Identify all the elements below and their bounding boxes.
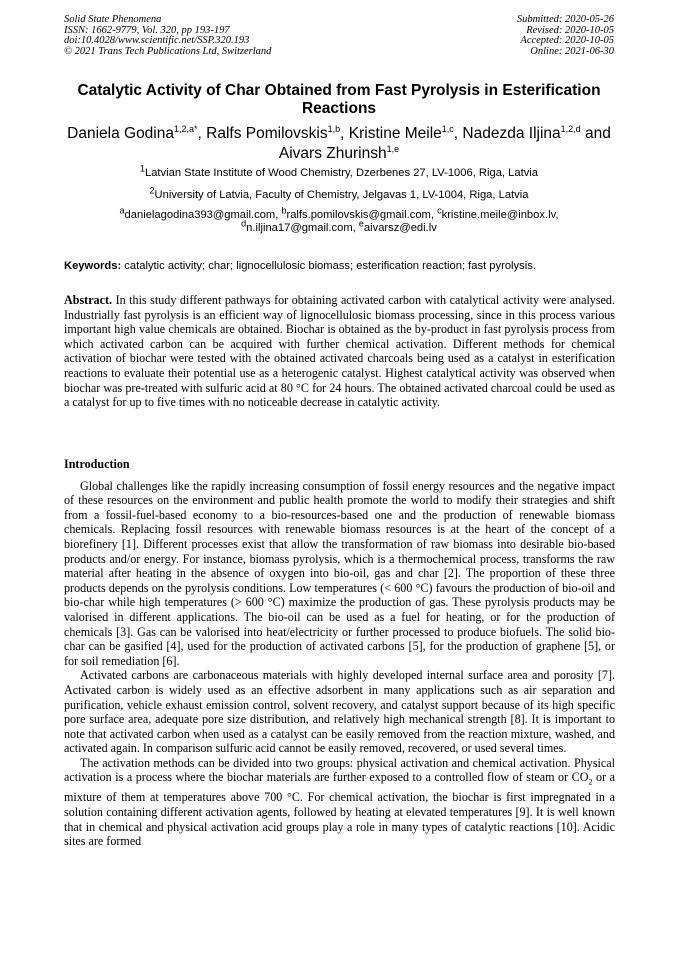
issn: ISSN: 1662-9779, Vol. 320, pp 193-197 (64, 24, 230, 36)
affiliation: $^1$Latvian State Institute of Wood Chemistry, Dzerbenes 27, LV-1006, Riga, Latvia (139, 163, 539, 179)
email[interactable]: $^a$danielagodina393@gmail.com, (119, 205, 282, 221)
abstract-label: Abstract. (64, 293, 113, 307)
online-date: Online: 2021-06-30 (530, 45, 614, 57)
section-heading: Introduction (64, 457, 130, 471)
journal-info (64, 15, 271, 57)
revised-date: Revised: 2020-10-05 (526, 24, 614, 36)
paragraph: The activation methods can be divided into two groups: physical activation and chemical activation. Physical activation is a process where the biochar materials are further exposed to a controlled flow of steam or $CO_2$ or a mixture of them at temperatures above 700 °C. For chemical activation, the biochar is first impregnated in a solution containing different activation agents, followed by heating at elevated temperatures [9]. It is well known that in chemical and physical activation acid groups play a role in many types of catalytic reactions [10]. Acidic sites are formed (64, 755, 615, 849)
author: Ralfs Pomilovskis$^{1,b}$, (206, 123, 349, 142)
copyright: © 2021 Trans Tech Publications Ltd, Switzerland (64, 45, 272, 57)
submitted-date: Submitted: 2020-05-26 (516, 14, 614, 25)
author: Daniela Godina$^{1,2,a*}$, (67, 123, 207, 142)
keywords: Keywords: catalytic activity; char; lignocellulosic biomass; esterification reaction; fast pyrolysis. (64, 260, 536, 272)
paragraph: Activated carbons are carbonaceous materials with highly developed internal surface area and porosity [7]. Activated carbon is widely used as an effective adsorbent in many applications such as air separation and purification, vehicle exhaust emission control, solvent recovery, and catalyst support because of its high specific pore surface area, adequate pore size distribution, and relatively high mechanical strength [8]. It is important to note that activated carbon when used as a catalyst can be easily removed from the reaction mixture, washed, and activated again. In comparison sulfuric acid cannot be easily removed, recovered, or used several times. (64, 668, 615, 756)
author: Aivars Zhurinsh$^{1,e}$ (278, 143, 400, 162)
introduction-section (64, 457, 615, 849)
authors (50, 124, 628, 164)
author: Nadezda Iljina$^{1,2,d}$ and (462, 123, 611, 142)
paragraph: Global challenges like the rapidly increasing consumption of fossil energy resources and the negative impact of these resources on the environment and public health promote the world to modify their strategies and shift from a fossil-fuel-based economy to a bio-resources-based one and the production of renewable biomass chemicals. Replacing fossil resources with renewable biomass resources is at the heart of the concept of a biorefinery [1]. Different processes exist that allow the transformation of raw biomass into desirable bio-based products and/or energy. For instance, biomass pyrolysis, which is a thermochemical process, transforms the raw material after heating in the absence of oxygen into bio-oil, gas and char [2]. The proportion of these three products depends on the pyrolysis conditions. Low temperatures (< 600 °C) favours the production of bio-oil and bio-char while high temperatures (> 600 °C) maximize the production of gas. These pyrolysis products may be valorised in different applications. The bio-oil can be used as a fuel for heating, or for the production of chemicals [3]. Gas can be valorised into heat/electricity or further processed to produce biofuels. The solid bio-char can be gasified [4], used for the production of activated carbons [5], for the production of graphene [5], or for soil remediation [6]. (64, 478, 615, 668)
journal-name: Solid State Phenomena (64, 14, 162, 25)
author: Kristine Meile$^{1,c}$, (348, 123, 463, 142)
abstract (64, 293, 615, 410)
abstract-text: In this study different pathways for obtaining activated carbon with catalytical activity were analysed. Industrially fast pyrolysis is an efficient way of lignocellulosic biomass processing, since in this process various important high value chemicals are obtained. Biochar is obtained as the by-product in fast pyrolysis process from which activated carbon can be acquired with further chemical activation. Different methods for chemical activation of biochar were tested with the obtained activated charcoals being used as a catalyst in esterification reactions to evaluate their potential use as a heterogenic catalyst. Highest catalytical activity was observed when biochar was pre-treated with sulfuric acid at 80 °C for 24 hours. The obtained activated charcoal could be used as a catalyst for up to five times with no noticeable decrease in catalytic activity. (64, 293, 615, 410)
doi: doi:10.4028/www.scientific.net/SSP.320.193 (64, 35, 250, 47)
paper-title: Catalytic Activity of Char Obtained from Fast Pyrolysis in Esterification Reactions (77, 82, 601, 117)
accepted-date: Accepted: 2020-10-05 (520, 35, 614, 47)
email[interactable]: $^d$n.iljina17@gmail.com, (241, 218, 359, 234)
email[interactable]: $^e$aivarsz@edi.lv (358, 218, 437, 234)
affiliation: $^2$University of Latvia, Faculty of Chemistry, Jelgavas 1, LV-1004, Riga, Latvia (149, 185, 529, 201)
email[interactable]: $^c$kristine.meile@inbox.lv, (437, 205, 559, 221)
dates-info (517, 15, 614, 57)
author-emails (50, 205, 628, 235)
email[interactable]: $^b$ralfs.pomilovskis@gmail.com, (281, 205, 438, 221)
